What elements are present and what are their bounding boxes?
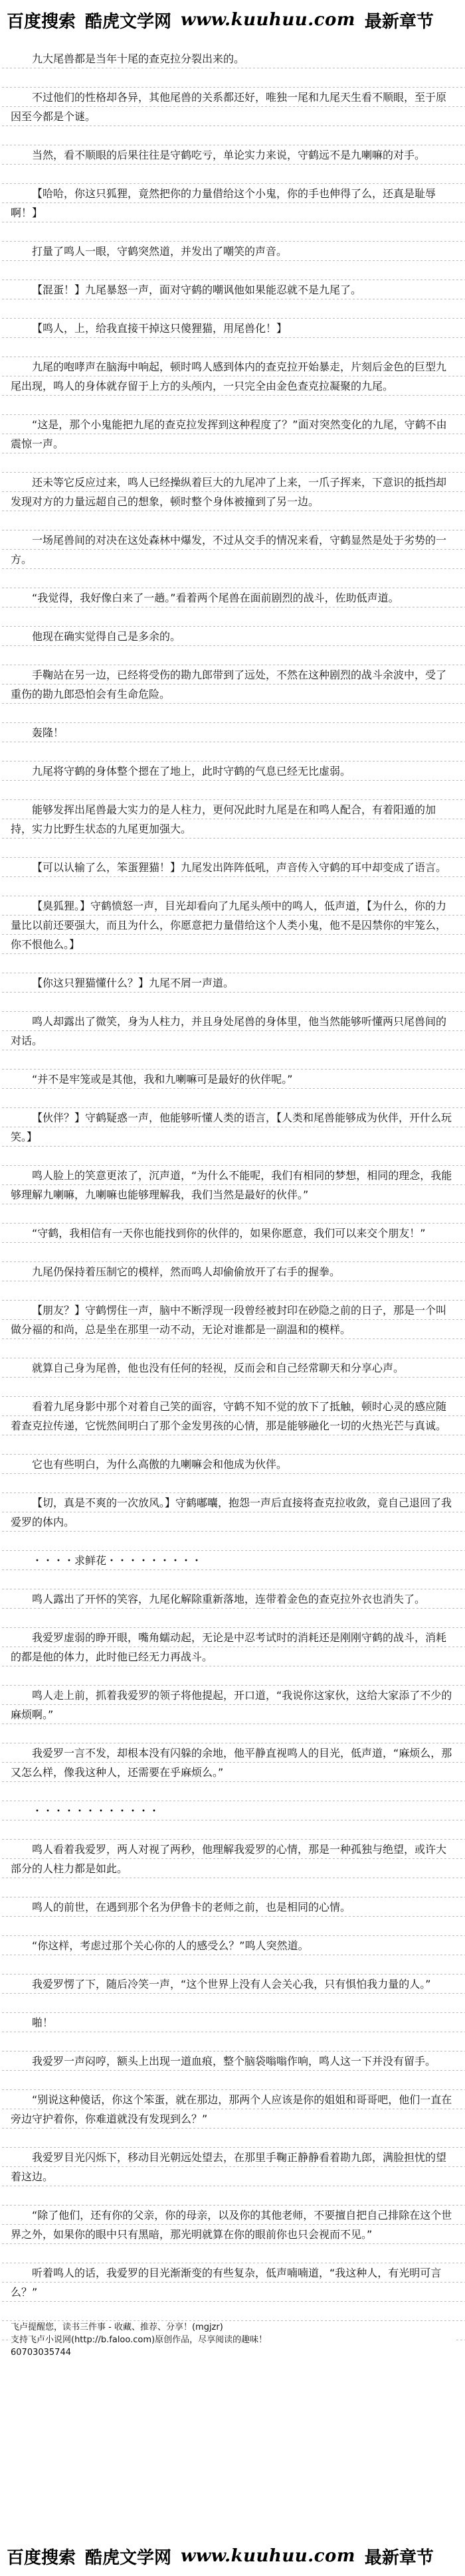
paragraph: 能够发挥出尾兽最大实力的是人柱力，更何况此时九尾是在和鸣人配合，有着阳遁的加持，实力比野生状态的九尾更加强大。 <box>11 803 436 835</box>
paragraph: 鸣人的前世，在遇到那个名为伊鲁卡的老师之前，也是相同的心情。 <box>32 1901 351 1913</box>
paragraph: 鸣人脸上的笑意更浓了，沉声道，“为什么不能呢，我们有相同的梦想，相同的理念，我能够理解九喇嘛，九喇嘛也能够理解我，我们当然是最好的伙伴。” <box>11 1169 452 1201</box>
paragraph: ・・・・・・・・・・・・ <box>32 1805 160 1817</box>
paragraph: 当然，看不顺眼的后果往往是守鹤吃亏，单论实力来说，守鹤远不是九喇嘛的对手。 <box>32 149 426 161</box>
paragraph: “你这样，考虑过那个关心你的人的感受么？”鸣人突然道。 <box>32 1939 309 1952</box>
banner-site-name: 酷虎文学网 <box>85 2547 172 2568</box>
paragraph: 【你这只狸猫懂什么？】九尾不屑一声道。 <box>32 977 234 989</box>
paragraph: 【混蛋！】九尾暴怒一声，面对守鹤的嘲讽他如果能忍就不是九尾了。 <box>32 283 362 296</box>
paragraph: 鸣人走上前，抓着我爱罗的领子将他提起，开口道，“我说你这家伙，这给大家添了不少的麻烦啊。” <box>11 1689 452 1721</box>
paragraph: 手鞠站在另一边，已经将受伤的勘九郎带到了远处，不然在这种剧烈的战斗余波中，受了重伤的勘九郎恐怕会有生命危险。 <box>11 669 447 700</box>
paragraph: 【切，真是不爽的一次放风。】守鹤嘟囔，抱怨一声后直接将查克拉收敛，竟自己退回了我爱罗的体内。 <box>11 1496 452 1528</box>
paragraph: 鸣人看着我爱罗，两人对视了两秒，他理解我爱罗的心情，那是一种孤独与绝望，或许大部分的人柱力都是如此。 <box>11 1843 447 1875</box>
paragraph: 听着鸣人的话，我爱罗的目光渐渐变的有些复杂，低声喃喃道，“我这种人，有光明可言么？” <box>11 2267 442 2298</box>
paragraph: 九尾仍保持着压制它的模样，然而鸣人却偷偷放开了右手的握拳。 <box>32 1265 341 1278</box>
paragraph: “守鹤，我相信有一天你也能找到你的伙伴的，如果你愿意，我们可以来交个朋友！” <box>32 1227 426 1240</box>
site-banner-top <box>0 0 465 40</box>
paragraph: 我爱罗愣了下，随后冷笑一声，“这个世界上没有人会关心我，只有惧怕我力量的人。” <box>32 1978 431 1990</box>
paragraph: 不过他们的性格却各异，其他尾兽的关系都还好，唯独一尾和九尾天生看不顺眼，至于原因至今都是个谜。 <box>11 91 447 123</box>
paragraph: “我觉得，我好像白来了一趟。”看着两个尾兽在面前剧烈的战斗，佐助低声道。 <box>32 592 399 604</box>
paragraph: 我爱罗目光闪烁下，移动目光朝远处望去，在那里手鞠正静静看着勘九郎，满脸担忧的望着这边。 <box>11 2151 447 2183</box>
paragraph: 就算自己身为尾兽，他也没有任何的轻视，反而会和自己经常聊天和分享心声。 <box>32 1362 405 1374</box>
paragraph: “除了他们，还有你的父亲，你的母亲，以及你的其他老师，不要擅自把自己排除在这个世界之外，如果你的眼中只有黑暗，那光明就算在你的眼前你也只会视而不见。” <box>11 2209 452 2241</box>
banner-url: www.kuuhuu.com <box>181 10 355 30</box>
banner-search-text: 百度搜索 <box>7 11 76 32</box>
banner-search-text: 百度搜索 <box>7 2547 76 2568</box>
chapter-content <box>0 49 465 2359</box>
paragraph: 九大尾兽都是当年十尾的查克拉分裂出来的。 <box>32 52 245 65</box>
paragraph: ・・・・求鲜花・・・・・・・・・ <box>32 1554 203 1567</box>
banner-latest-text: 最新章节 <box>364 2547 434 2568</box>
paragraph-list <box>11 49 456 2302</box>
paragraph: 鸣人却露出了微笑，身为人柱力，并且身处尾兽的身体里，他当然能够听懂两只尾兽间的对话。 <box>11 1015 447 1047</box>
paragraph: 还未等它反应过来，鸣人已经操纵着巨大的九尾冲了上来，一爪子挥来，下意识的抵挡却发现对方的力量远超自己的想象，顿时整个身体被撞到了另一边。 <box>11 476 447 508</box>
banner-site-name: 酷虎文学网 <box>85 11 172 32</box>
paragraph: 【鸣人，上，给我直接干掉这只傻狸猫，用尾兽化！】 <box>32 322 288 335</box>
paragraph: “别说这种傻话，你这个笨蛋，就在那边，那两个人应该是你的姐姐和哥哥吧，他们一直在旁边守护着你，你难道就没有发现到么？” <box>11 2093 452 2125</box>
banner-latest-text: 最新章节 <box>364 11 434 32</box>
banner-url: www.kuuhuu.com <box>181 2546 355 2566</box>
paragraph: “这是，那个小鬼能把九尾的查克拉发挥到这种程度了？”面对突然变化的九尾，守鹤不由震惊一声。 <box>11 418 447 450</box>
paragraph: 它也有些明白，为什么高傲的九喇嘛会和他成为伙伴。 <box>32 1458 288 1471</box>
paragraph: 九尾的咆哮声在脑海中响起，顿时鸣人感到体内的查克拉开始暴走，片刻后金色的巨型九尾出现，鸣人的身体就存留于上方的头颅内，一只完全由金色查克拉凝聚的九尾。 <box>11 361 447 392</box>
paragraph: 他现在确实觉得自己是多余的。 <box>32 630 181 643</box>
paragraph: 我爱罗一声闷哼，额头上出现一道血痕，整个脑袋嗡嗡作响，鸣人这一下并没有留手。 <box>32 2055 436 2067</box>
site-banner-bottom <box>0 2536 465 2576</box>
paragraph: 【伙伴？】守鹤疑惑一声，他能够听懂人类的语言，【人类和尾兽能够成为伙伴，开什么玩笑。】 <box>11 1111 452 1143</box>
paragraph: 【可以认输了么，笨蛋狸猫！】九尾发出阵阵低吼，声音传入守鹤的耳中却变成了语言。 <box>32 861 447 874</box>
paragraph: 我爱罗一言不发，却根本没有闪躲的余地，他平静直视鸣人的目光，低声道，“麻烦么，那又怎么样，像我这种人，还需要在乎麻烦么。” <box>11 1747 452 1779</box>
paragraph: 看着九尾身影中那个对着自己笑的面容，守鹤不知不觉的放下了抵触，顿时心灵的感应随着查克拉传递，它恍然间明白了那个金发男孩的心情，那是能够融化一切的火热光芒与真诚。 <box>11 1400 447 1432</box>
footer-code: 60703035744 <box>11 2348 71 2358</box>
paragraph: 鸣人露出了开怀的笑容，九尾化解除重新落地，连带着金色的查克拉外衣也消失了。 <box>32 1593 426 1605</box>
paragraph: 【臭狐狸。】守鹤愤怒一声，目光却看向了九尾头颅中的鸣人，低声道，【为什么，你的力量比以前还要强大，而且为什么，你愿意把力量借给这个人类小鬼，他不是囚禁你的牢笼么，你不恨他么。】 <box>11 900 447 951</box>
paragraph: 我爱罗虚弱的睁开眼，嘴角蠕动起，无论是中忍考试时的消耗还是刚刚守鹤的战斗，消耗的都是他的体力，此时他已经无力再战斗。 <box>11 1631 447 1663</box>
chapter-footer <box>11 2321 456 2359</box>
paragraph: “并不是牢笼或是其他，我和九喇嘛可是最好的伙伴呢。” <box>32 1073 293 1086</box>
paragraph: 一场尾兽间的对决在这处森林中爆发，不过从交手的情况来看，守鹤显然是处于劣势的一方。 <box>11 534 447 566</box>
footer-support: 支持飞卢小说网(http://b.faloo.com)原创作品，尽享阅读的趣味！ <box>11 2335 268 2345</box>
paragraph: 轰隆！ <box>32 726 64 739</box>
paragraph: 九尾将守鹤的身体整个摁在了地上，此时守鹤的气息已经无比虚弱。 <box>32 765 351 777</box>
paragraph: 打量了鸣人一眼，守鹤突然道，并发出了嘲笑的声音。 <box>32 245 288 258</box>
footer-reminder: 飞卢提醒您，读书三件事 - 收藏、推荐、分享！(mgjzr) <box>11 2322 223 2332</box>
paragraph: 【朋友？】守鹤愣住一声，脑中不断浮现一段曾经被封印在砂隐之前的日子，那是一个叫做分福的和尚，总是坐在那里一动不动，无论对谁都是一副温和的模样。 <box>11 1304 447 1336</box>
paragraph: 【哈哈，你这只狐狸，竟然把你的力量借给这个小鬼，你的手也伸得了么，还真是耻辱啊！】 <box>11 187 436 219</box>
paragraph: 啪！ <box>32 2016 54 2029</box>
